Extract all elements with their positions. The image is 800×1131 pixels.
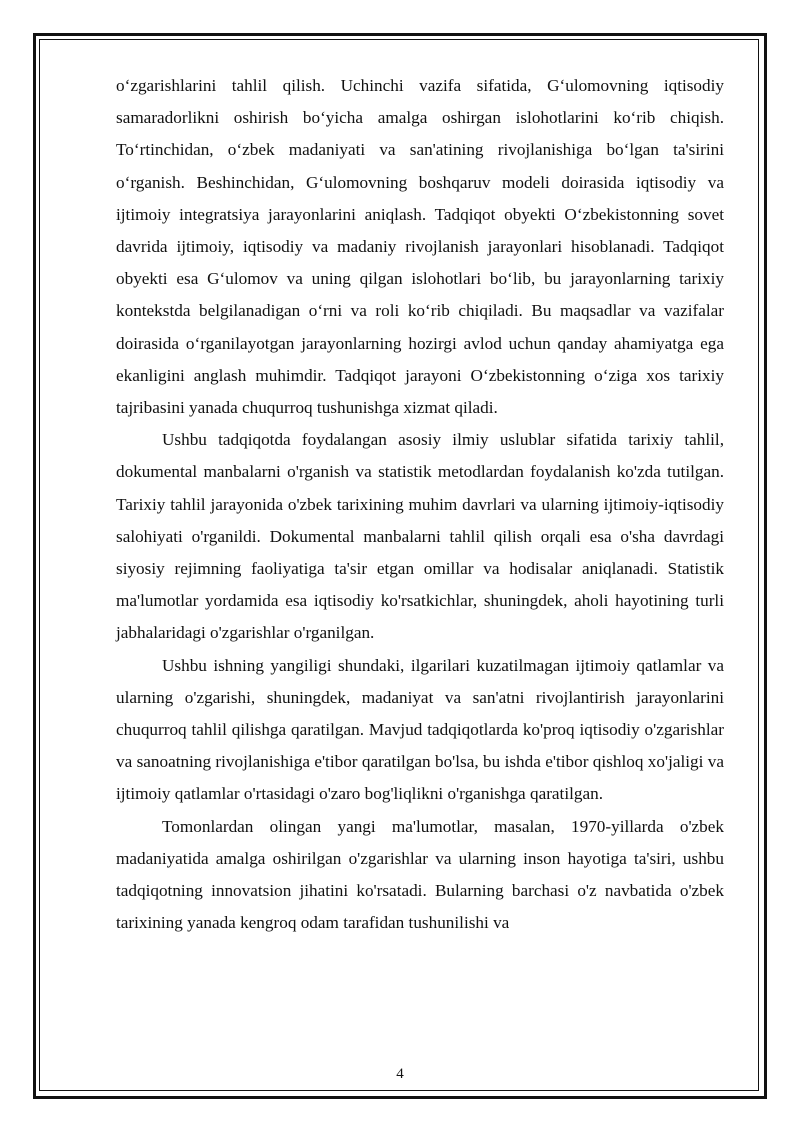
- paragraph-3: Ushbu ishning yangiligi shundaki, ilgarilari kuzatilmagan ijtimoiy qatlamlar va ularning o'zgarishi, shuningdek, madaniyat va san'atni rivojlantirish jarayonlarini chuqurroq tahlil qilishga qaratilgan. Mavjud tadqiqotlarda ko'proq iqtisodiy o'zgarishlar va sanoatning rivojlanishiga e'tibor qaratilgan bo'lsa, bu ishda e'tibor qishloq xo'jaligi va ijtimoiy qatlamlar o'rtasidagi o'zaro bog'liqlikni o'rganishga qaratilgan.: [116, 655, 724, 804]
- page-number: 4: [396, 1066, 404, 1082]
- paragraph-1: o‘zgarishlarini tahlil qilish. Uchinchi vazifa sifatida, G‘ulomovning iqtisodiy samaradorlikni oshirish bo‘yicha amalga oshirgan islohotlarini ko‘rib chiqish. To‘rtinchidan, o‘zbek madaniyati va san'atining rivojlanishiga bo‘lgan ta'sirini o‘rganish. Beshinchidan, G‘ulomovning boshqaruv modeli doirasida iqtisodiy va ijtimoiy integratsiya jarayonlarini aniqlash. Tadqiqot obyekti O‘zbekistonning sovet davrida ijtimoiy, iqtisodiy va madaniy rivojlanish jarayonlari hisoblanadi. Tadqiqot obyekti esa G‘ulomov va uning qilgan islohotlari bo‘lib, bu jarayonlarning tarixiy kontekstda belgilanadigan o‘rni va roli ko‘rib chiqiladi. Bu maqsadlar va vazifalar doirasida o‘rganilayotgan jarayonlarning hozirgi avlod uchun qanday ahamiyatga ega ekanligini anglash muhimdir. Tadqiqot jarayoni O‘zbekistonning o‘ziga xos tarixiy tajribasini yanada chuqurroq tushunishga xizmat qiladi.: [116, 76, 724, 418]
- paragraph-4: Tomonlardan olingan yangi ma'lumotlar, masalan, 1970-yillarda o'zbek madaniyatida amalga oshirilgan o'zgarishlar va ularning inson hayotiga ta'siri, ushbu tadqiqotning innovatsion jihatini ko'rsatadi. Bularning barchasi o'z navbatida o'zbek tarixining yanada kengroq odam tarafidan tushunilishi va: [116, 816, 724, 933]
- document-body: [116, 70, 724, 939]
- paragraph-2: Ushbu tadqiqotda foydalangan asosiy ilmiy uslublar sifatida tarixiy tahlil, dokumental manbalarni o'rganish va statistik metodlardan foydalanish ko'zda tutilgan. Tarixiy tahlil jarayonida o'zbek tarixining muhim davrlari va ularning ijtimoiy-iqtisodiy salohiyati o'rganildi. Dokumental manbalarni tahlil qilish orqali esa o'sha davrdagi siyosiy rejimning faoliyatiga ta'sir etgan omillar va hodisalar aniqlanadi. Statistik ma'lumotlar yordamida esa iqtisodiy ko'rsatkichlar, shuningdek, aholi hayotining turli jabhalaridagi o'zgarishlar o'rganilgan.: [116, 430, 724, 643]
